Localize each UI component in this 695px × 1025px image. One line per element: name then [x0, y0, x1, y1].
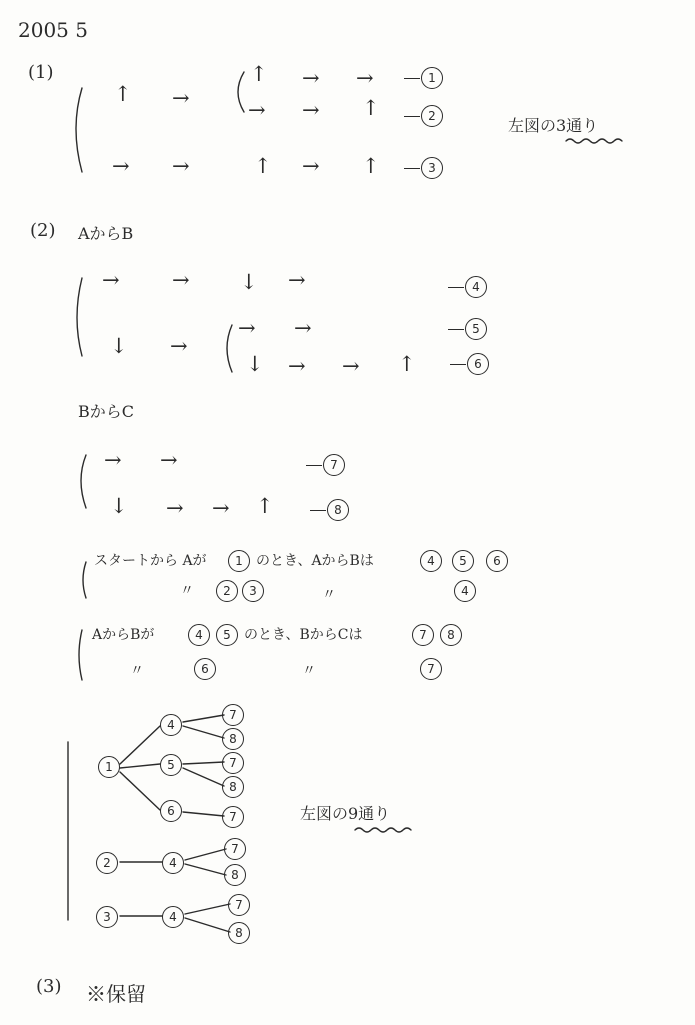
ditto-mark: 〃 — [322, 587, 336, 603]
tree-node: 6 — [160, 800, 182, 822]
dash — [404, 78, 420, 79]
brace-s1-sub — [238, 72, 244, 112]
cond1-text-a: スタートから Aが — [94, 553, 207, 569]
arrow: → — [172, 86, 190, 110]
arrow: ↑ — [362, 96, 380, 120]
tree-node: 7 — [228, 894, 250, 916]
dash — [448, 287, 464, 288]
brace-s1 — [76, 88, 82, 172]
arrow: ↓ — [110, 334, 128, 358]
arrow: → — [294, 316, 312, 340]
circled-number: 1 — [421, 67, 443, 89]
circled-number: 3 — [242, 580, 264, 602]
note-s2: 左図の9通り — [300, 804, 391, 823]
arrow: → — [104, 448, 122, 472]
arrow: ↑ — [250, 62, 268, 86]
note-s1: 左図の3通り — [508, 116, 599, 135]
circled-number: 7 — [412, 624, 434, 646]
arrow: → — [302, 98, 320, 122]
arrow: → — [170, 334, 188, 358]
tree-node: 4 — [162, 852, 184, 874]
brace-cond2 — [79, 630, 82, 680]
circled-number: 3 — [421, 157, 443, 179]
dash — [448, 329, 464, 330]
tree-node: 4 — [160, 714, 182, 736]
arrow: ↑ — [398, 352, 416, 376]
arrow: ↓ — [246, 352, 264, 376]
circled-number: 4 — [420, 550, 442, 572]
cond1-text-b: のとき、AからBは — [256, 553, 374, 569]
section-3-label: (3) — [36, 976, 62, 997]
brace-bc — [81, 455, 86, 508]
ditto-mark: 〃 — [130, 663, 144, 679]
tree-node: 4 — [162, 906, 184, 928]
arrow: → — [302, 154, 320, 178]
arrow: → — [172, 154, 190, 178]
arrow: → — [166, 496, 184, 520]
arrow: → — [288, 354, 306, 378]
tree-node: 3 — [96, 906, 118, 928]
section-1-label: (1) — [28, 62, 54, 83]
circled-number: 4 — [465, 276, 487, 298]
cond2-text-b: のとき、BからCは — [244, 627, 363, 643]
section-3-text: ※保留 — [86, 982, 146, 1006]
arrow: → — [160, 448, 178, 472]
arrow: → — [342, 354, 360, 378]
circled-number: 4 — [188, 624, 210, 646]
circled-number: 6 — [486, 550, 508, 572]
section-2-label: (2) — [30, 220, 56, 241]
tree-node: 2 — [96, 852, 118, 874]
arrow: ↑ — [114, 82, 132, 106]
brace-ab-sub — [227, 325, 232, 372]
circled-number: 7 — [323, 454, 345, 476]
circled-number: 4 — [454, 580, 476, 602]
arrow: ↑ — [362, 154, 380, 178]
arrow: → — [238, 316, 256, 340]
tree-node: 8 — [224, 864, 246, 886]
arrow: ↑ — [254, 154, 272, 178]
circled-number: 1 — [228, 550, 250, 572]
dash — [404, 116, 420, 117]
dash — [404, 168, 420, 169]
circled-number: 2 — [216, 580, 238, 602]
arrow: → — [112, 154, 130, 178]
brace-ab — [77, 278, 82, 356]
arrow: → — [102, 268, 120, 292]
ditto-mark: 〃 — [302, 663, 316, 679]
tree-node: 7 — [222, 806, 244, 828]
tree-node: 8 — [222, 728, 244, 750]
circled-number: 6 — [467, 353, 489, 375]
arrow: → — [288, 268, 306, 292]
title-text: 2005 5 — [18, 18, 88, 42]
brace-cond1 — [83, 562, 86, 598]
ab-title: AからB — [78, 224, 134, 243]
tree-node: 7 — [222, 704, 244, 726]
arrow: ↓ — [110, 494, 128, 518]
arrow: → — [248, 98, 266, 122]
arrow: ↑ — [256, 494, 274, 518]
tree-node: 1 — [98, 756, 120, 778]
ditto-mark: 〃 — [180, 583, 194, 599]
arrow: → — [356, 66, 374, 90]
tree-node: 8 — [222, 776, 244, 798]
circled-number: 5 — [465, 318, 487, 340]
circled-number: 8 — [440, 624, 462, 646]
dash — [310, 510, 326, 511]
arrow: ↓ — [240, 270, 258, 294]
circled-number: 5 — [216, 624, 238, 646]
arrow: → — [172, 268, 190, 292]
circled-number: 8 — [327, 499, 349, 521]
tree-node: 7 — [224, 838, 246, 860]
dash — [450, 364, 466, 365]
cond2-text-a: AからBが — [92, 627, 155, 643]
arrow: → — [302, 66, 320, 90]
circled-number: 6 — [194, 658, 216, 680]
tree-node: 8 — [228, 922, 250, 944]
tree-node: 5 — [160, 754, 182, 776]
arrow: → — [212, 496, 230, 520]
dash — [306, 465, 322, 466]
circled-number: 5 — [452, 550, 474, 572]
circled-number: 2 — [421, 105, 443, 127]
tree-node: 7 — [222, 752, 244, 774]
bc-title: BからC — [78, 402, 135, 421]
circled-number: 7 — [420, 658, 442, 680]
